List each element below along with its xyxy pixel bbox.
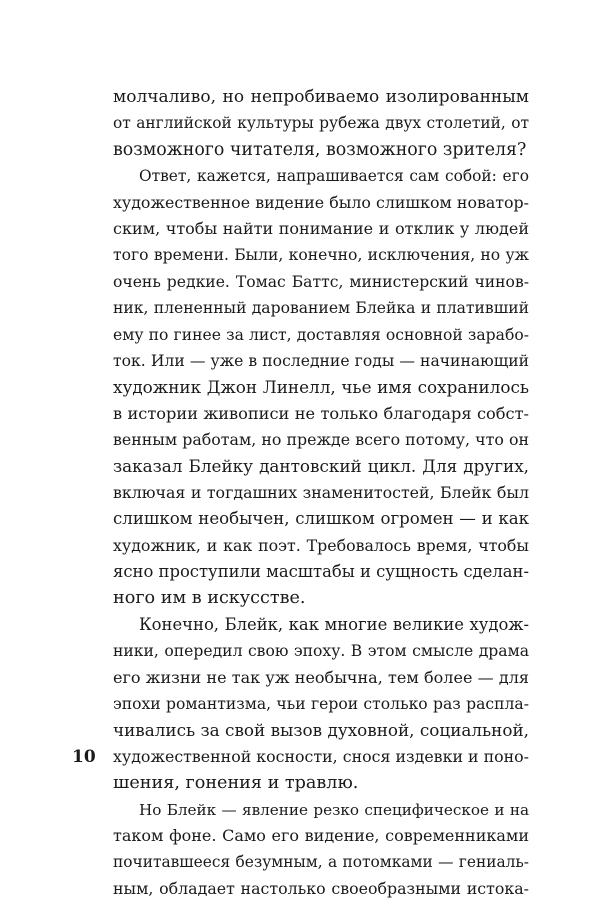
text-line: эпохи романтизма, чьи герои столько раз распла- — [113, 694, 529, 713]
text-line: художественной косности, снося издевки и поно- — [113, 746, 529, 766]
text-line: шения, гонения и травлю. — [113, 773, 359, 794]
text-line: слишком необычен, слишком огромен — и как — [113, 509, 529, 529]
text-line: возможного читателя, возможного зрителя? — [113, 139, 527, 160]
text-line: ники, опередил свою эпоху. В этом смысле драма — [113, 642, 529, 661]
text-line: художник Джон Линелл, чье имя сохранилось — [113, 377, 529, 398]
page-number: 10 — [72, 747, 96, 767]
text-line: почитавшееся безумным, а потомками — гениаль- — [113, 853, 529, 872]
text-line: того времени. Были, конечно, исключения, но уж — [113, 246, 529, 265]
text-line: таком фоне. Само его видение, современниками — [113, 825, 529, 845]
text-line: чивались за свой вызов духовной, социальной, — [113, 720, 529, 741]
text-line: заказал Блейку дантовский цикл. Для других, — [113, 456, 529, 477]
text-line: в истории живописи не только благодаря собст- — [113, 403, 529, 423]
text-line: ного им в искусстве. — [113, 588, 306, 609]
text-line: художественное видение было слишком новатор- — [113, 192, 529, 212]
text-line: ным, обладает настолько своеобразными истока- — [113, 878, 529, 898]
text-line: ток. Или — уже в последние годы — начинающий — [113, 351, 529, 370]
text-line: его жизни не так уж необычна, тем более — для — [113, 667, 529, 687]
text-line: ему по гинее за лист, доставляя основной зарабо- — [113, 325, 529, 344]
text-line: венным работам, но прежде всего потому, что он — [113, 430, 529, 450]
text-line: ясно проступили масштабы и сущность сделан- — [113, 562, 529, 582]
text-line: от английской культуры рубежа двух столетий, от — [113, 114, 529, 133]
text-line: Ответ, кажется, напрашивается сам собой: его — [139, 167, 529, 186]
text-line: художник, и как поэт. Требовалось время, чтобы — [113, 535, 529, 555]
text-line: Но Блейк — явление резко специфическое и на — [139, 800, 529, 819]
text-line: ским, чтобы найти понимание и отклик у людей — [113, 218, 529, 238]
text-line: включая и тогдашних знаменитостей, Блейк был — [113, 482, 529, 502]
text-line: очень редкие. Томас Баттс, министерский чинов- — [113, 272, 529, 291]
text-line: Конечно, Блейк, как многие великие худож- — [139, 614, 529, 634]
text-line: ник, плененный дарованием Блейка и плативший — [113, 299, 529, 318]
body-text — [113, 84, 529, 902]
text-line: молчаливо, но непробиваемо изолированным — [113, 87, 529, 107]
